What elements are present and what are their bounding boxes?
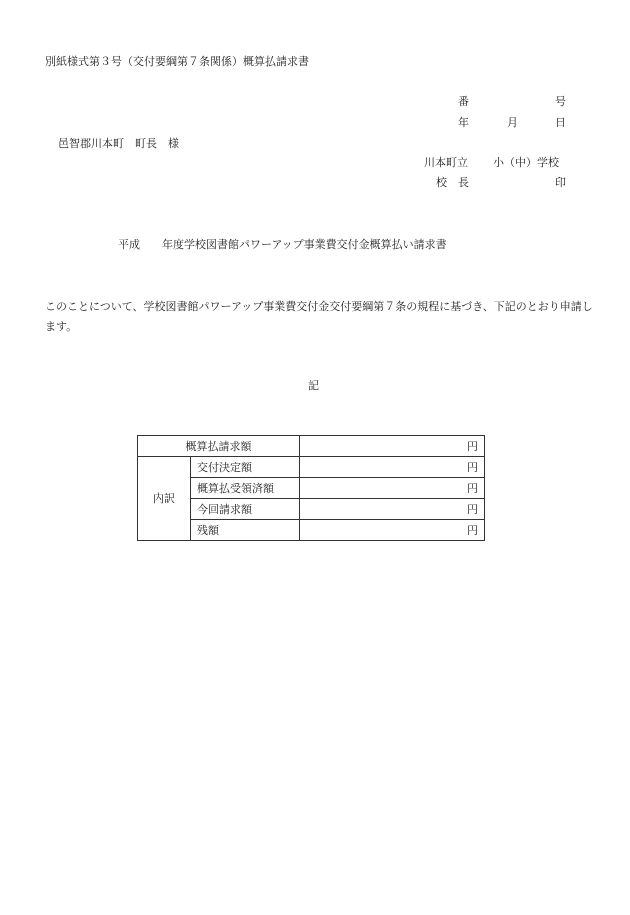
breakdown-value-current-request: 円 [300,499,485,520]
number-label-right: 号 [555,95,566,108]
table-row [138,499,485,520]
addressee: 邑智郡川本町 町長 様 [58,137,179,150]
date-year-label: 年 [458,116,469,129]
number-label-left: 番 [458,95,469,108]
document-number-row [455,96,575,108]
school-prefix: 川本町立 [424,156,468,169]
ki-heading: 記 [308,379,319,392]
breakdown-label-current-request: 今回請求額 [191,499,300,520]
amounts-table [137,435,485,541]
breakdown-label-grant-decision: 交付決定額 [191,457,300,478]
table-row [138,457,485,478]
total-request-label: 概算払請求額 [138,436,300,457]
form-label: 別紙様式第３号（交付要綱第７条関係）概算払請求書 [45,55,309,68]
table-row [138,478,485,499]
date-row [455,117,575,129]
principal-label: 校 長 [436,176,469,189]
school-row [420,157,580,169]
table-row-total [138,436,485,457]
breakdown-value-grant-decision: 円 [300,457,485,478]
seal-label: 印 [555,176,566,189]
date-month-label: 月 [507,116,518,129]
breakdown-value-received: 円 [300,478,485,499]
principal-row [420,177,580,189]
school-type: 小（中）学校 [493,156,559,169]
breakdown-value-remaining: 円 [300,520,485,541]
total-request-value: 円 [300,436,485,457]
breakdown-label-remaining: 残額 [191,520,300,541]
breakdown-label-received: 概算払受領済額 [191,478,300,499]
breakdown-group-label: 内訳 [138,457,191,541]
date-day-label: 日 [555,116,566,129]
body-paragraph: このことについて、学校図書館パワーアップ事業費交付金交付要綱第７条の規程に基づき、下記のとおり申請します。 [45,300,593,333]
table-row [138,520,485,541]
document-title: 平成 年度学校図書館パワーアップ事業費交付金概算払い請求書 [118,238,447,251]
